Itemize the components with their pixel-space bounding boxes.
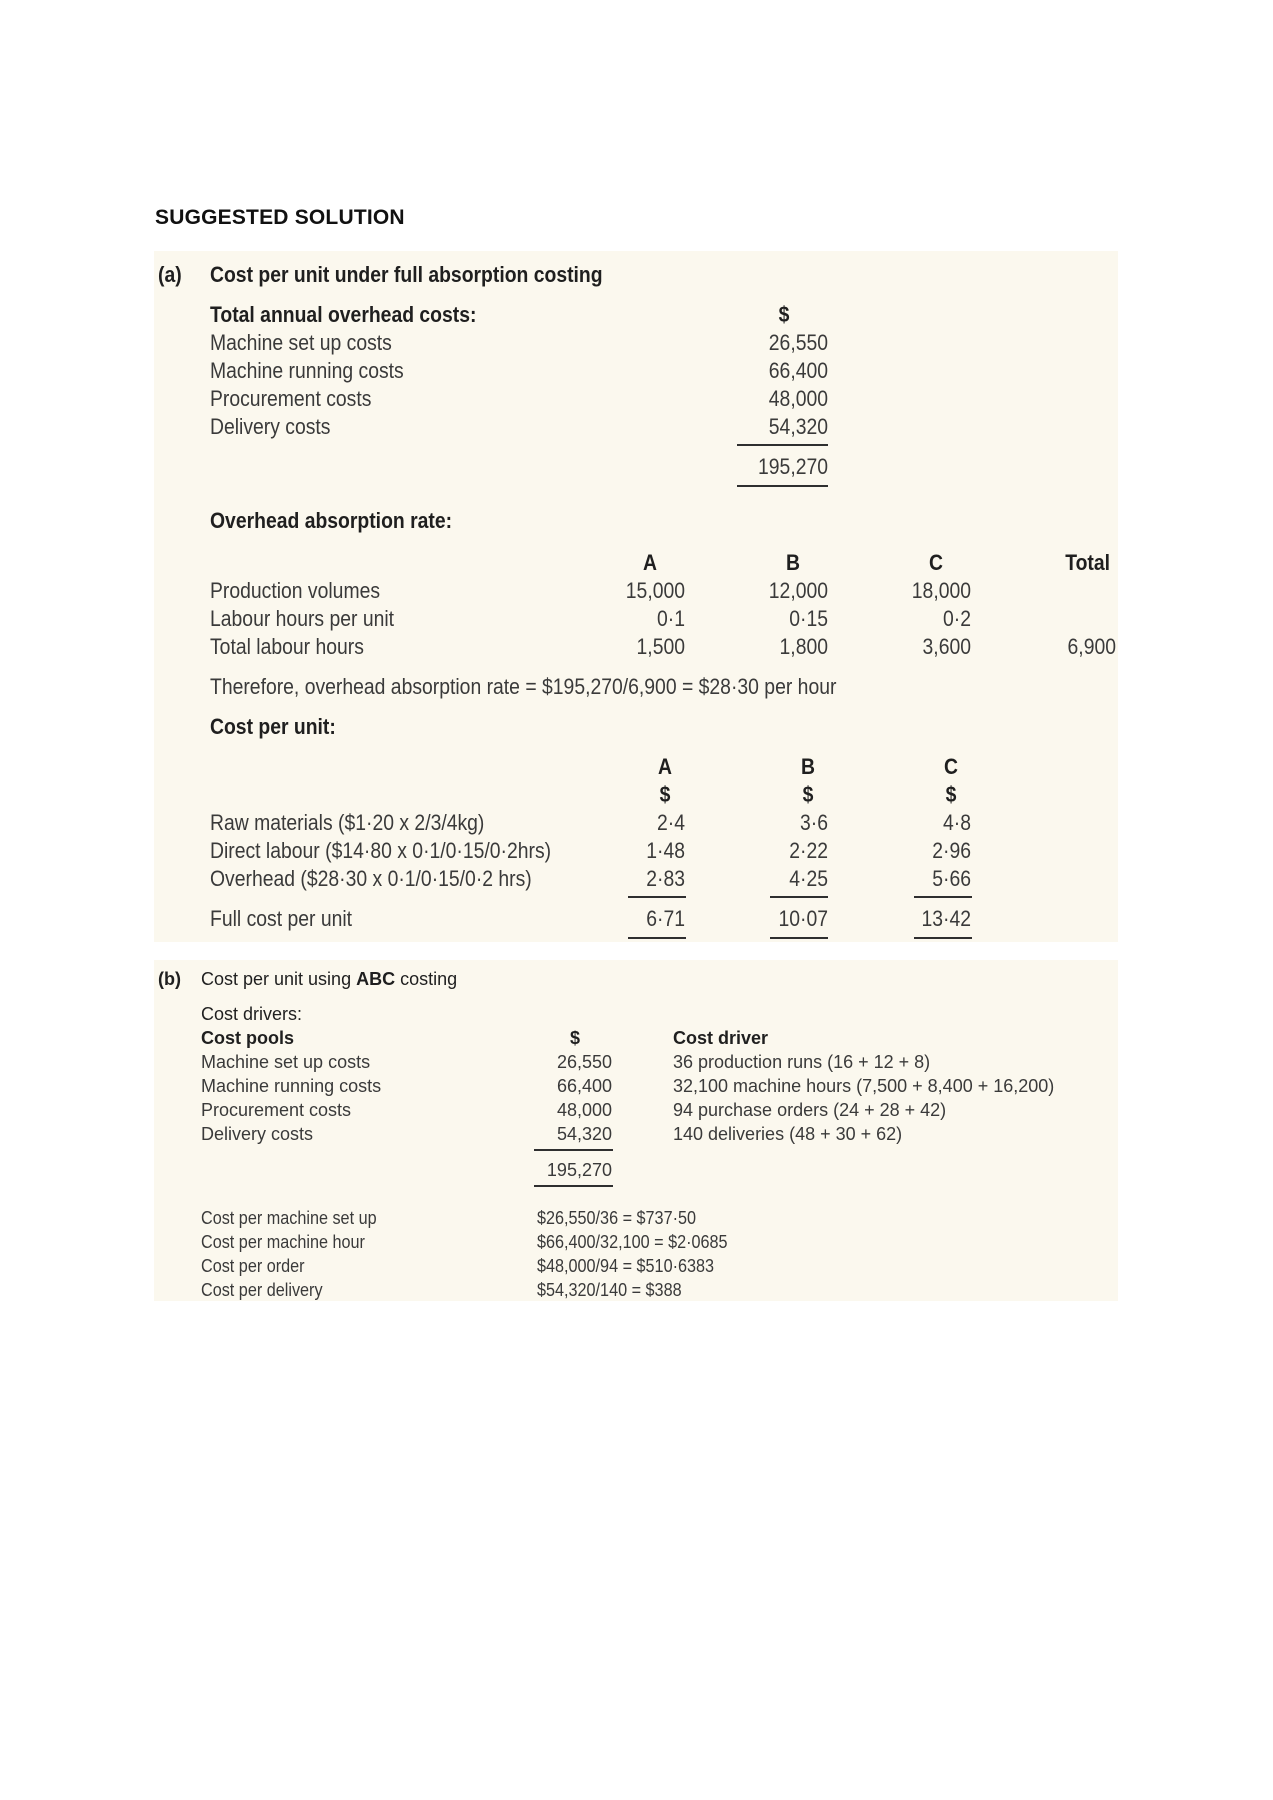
- oar-col-a: A: [643, 550, 657, 575]
- cpu-cell: 4·8: [943, 810, 971, 835]
- pool-driver: 140 deliveries (48 + 30 + 62): [673, 1124, 903, 1144]
- oar-cell-total: 6,900: [1067, 634, 1116, 659]
- overhead-row-value: 26,550: [768, 330, 828, 355]
- total-rule: [628, 937, 686, 939]
- pool-driver: 36 production runs (16 + 12 + 8): [673, 1052, 931, 1072]
- cpu-cell: 1·48: [646, 838, 685, 863]
- rate-calc: $54,320/140 = $388: [537, 1280, 682, 1300]
- cost-drivers-title: Cost drivers:: [201, 1004, 303, 1024]
- oar-col-total: Total: [1065, 550, 1110, 575]
- total-rule: [914, 937, 972, 939]
- cpu-cell: 2·83: [646, 866, 685, 891]
- oar-row-label: Total labour hours: [210, 634, 364, 659]
- pool-value: 54,320: [556, 1124, 612, 1144]
- overheads-currency: $: [778, 302, 790, 327]
- pool-label: Delivery costs: [201, 1124, 314, 1144]
- overhead-row-value: 54,320: [768, 414, 828, 439]
- pool-label: Machine set up costs: [201, 1052, 371, 1072]
- subtotal-rule: [914, 896, 972, 898]
- rate-label: Cost per machine hour: [201, 1232, 365, 1252]
- cpu-cell: 5·66: [932, 866, 971, 891]
- oar-cell: 0·15: [789, 606, 828, 631]
- oar-conclusion: Therefore, overhead absorption rate = $195,270/6,900 = $28·30 per hour: [210, 674, 837, 699]
- pools-total: 195,270: [546, 1160, 612, 1180]
- rate-calc: $26,550/36 = $737·50: [537, 1208, 697, 1228]
- cpu-currency: $: [802, 782, 814, 807]
- cpu-col-a: A: [658, 754, 672, 779]
- cost-pools-header: Cost pools: [201, 1028, 294, 1048]
- oar-row-label: Labour hours per unit: [210, 606, 395, 631]
- oar-cell: 12,000: [768, 578, 828, 603]
- part-b-label: (b): [158, 969, 181, 989]
- cpu-cell: 4·25: [789, 866, 828, 891]
- part-b-title-bold: ABC: [356, 969, 396, 989]
- subtotal-rule: [770, 896, 828, 898]
- oar-cell: 0·2: [943, 606, 971, 631]
- overhead-row-label: Delivery costs: [210, 414, 331, 439]
- oar-col-b: B: [786, 550, 800, 575]
- cpu-col-b: B: [801, 754, 815, 779]
- cpu-row-label: Direct labour ($14·80 x 0·1/0·15/0·2hrs): [210, 838, 552, 863]
- overhead-row-value: 66,400: [768, 358, 828, 383]
- subtotal-rule: [534, 1149, 613, 1151]
- cpu-row-label: Raw materials ($1·20 x 2/3/4kg): [210, 810, 485, 835]
- cpu-total-cell: 6·71: [646, 906, 685, 931]
- cpu-total-label: Full cost per unit: [210, 906, 353, 931]
- cpu-cell: 2·96: [932, 838, 971, 863]
- pool-driver: 32,100 machine hours (7,500 + 8,400 + 16,200): [673, 1076, 1055, 1096]
- pool-value: 66,400: [556, 1076, 612, 1096]
- oar-cell: 18,000: [911, 578, 971, 603]
- cpu-currency: $: [945, 782, 957, 807]
- pools-currency: $: [569, 1028, 580, 1048]
- rate-calc: $48,000/94 = $510·6383: [537, 1256, 715, 1276]
- subtotal-rule: [628, 896, 686, 898]
- oar-title: Overhead absorption rate:: [210, 508, 453, 533]
- total-rule: [737, 485, 828, 487]
- cpu-currency: $: [659, 782, 671, 807]
- rate-label: Cost per order: [201, 1256, 305, 1276]
- cost-per-unit-title: Cost per unit:: [210, 714, 336, 739]
- cpu-cell: 2·22: [789, 838, 828, 863]
- overhead-row-label: Machine running costs: [210, 358, 404, 383]
- part-a-title: Cost per unit under full absorption costing: [210, 262, 603, 287]
- cpu-cell: 3·6: [800, 810, 828, 835]
- rate-label: Cost per machine set up: [201, 1208, 377, 1228]
- total-rule: [534, 1185, 613, 1187]
- pool-value: 48,000: [556, 1100, 612, 1120]
- overhead-row-label: Procurement costs: [210, 386, 372, 411]
- cpu-total-cell: 10·07: [778, 906, 828, 931]
- subtotal-rule: [737, 444, 828, 446]
- pool-driver: 94 purchase orders (24 + 28 + 42): [673, 1100, 947, 1120]
- oar-cell: 15,000: [625, 578, 685, 603]
- overhead-row-value: 48,000: [768, 386, 828, 411]
- rate-label: Cost per delivery: [201, 1280, 323, 1300]
- oar-row-label: Production volumes: [210, 578, 381, 603]
- total-rule: [770, 937, 828, 939]
- cpu-col-c: C: [944, 754, 958, 779]
- page-heading: SUGGESTED SOLUTION: [155, 206, 405, 229]
- oar-col-c: C: [929, 550, 943, 575]
- oar-cell: 1,800: [779, 634, 828, 659]
- part-b-title: [201, 969, 457, 990]
- cpu-cell: 2·4: [657, 810, 685, 835]
- pool-label: Machine running costs: [201, 1076, 382, 1096]
- rate-calc: $66,400/32,100 = $2·0685: [537, 1232, 728, 1252]
- oar-cell: 0·1: [657, 606, 685, 631]
- pool-value: 26,550: [556, 1052, 612, 1072]
- cpu-total-cell: 13·42: [921, 906, 971, 931]
- overhead-row-label: Machine set up costs: [210, 330, 392, 355]
- part-a-label: (a): [158, 262, 182, 287]
- part-b-title-prefix: Cost per unit using: [201, 969, 357, 989]
- cost-driver-header: Cost driver: [673, 1028, 769, 1048]
- pool-label: Procurement costs: [201, 1100, 352, 1120]
- overheads-title: Total annual overhead costs:: [210, 302, 477, 327]
- oar-cell: 3,600: [922, 634, 971, 659]
- cpu-row-label: Overhead ($28·30 x 0·1/0·15/0·2 hrs): [210, 866, 532, 891]
- overheads-total: 195,270: [758, 454, 828, 479]
- oar-cell: 1,500: [636, 634, 685, 659]
- part-b-title-suffix: costing: [395, 969, 458, 989]
